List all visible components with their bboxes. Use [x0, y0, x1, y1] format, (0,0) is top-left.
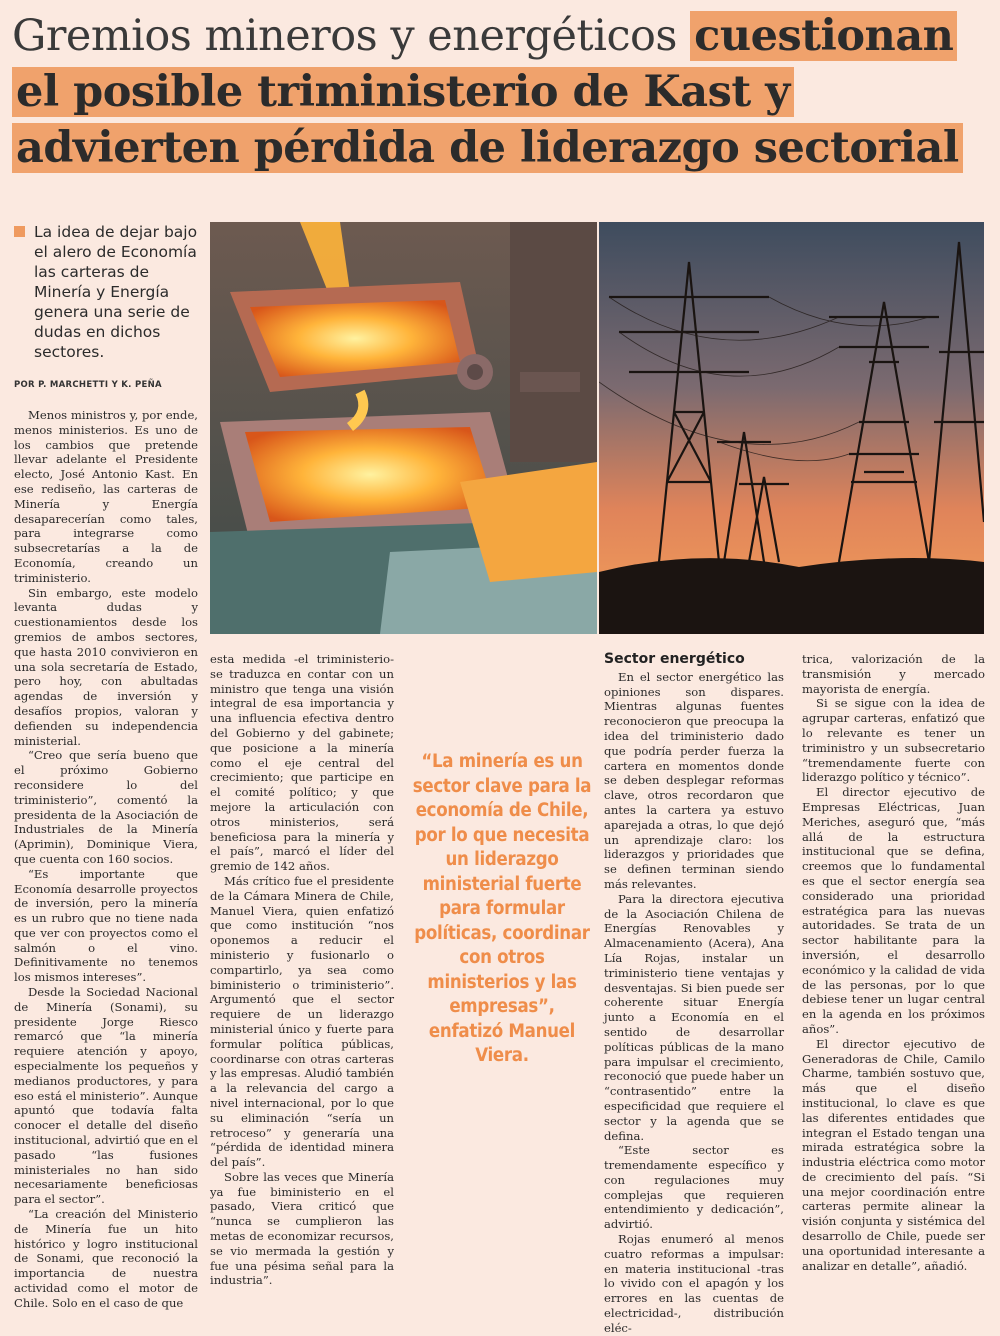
lead-text: La idea de dejar bajo el alero de Economía las carteras de Minería y Energía genera una serie de dudas en dichos sectores. [34, 223, 198, 361]
byline: POR P. MARCHETTI Y K. PEÑA [14, 380, 162, 390]
section-heading: Sector energético [604, 651, 745, 667]
power-lines-photo [599, 222, 984, 634]
headline-highlight-1: cuestionan [690, 11, 957, 61]
headline-line-2 [12, 64, 992, 120]
paragraph: Para la directora ejecutiva de la Asociación Chilena de Energías Renovables y Almacenamiento (Acera), Ana Lía Rojas, instalar un triministerio tiene ventajas y desventajas. Si bien puede ser coherente situar Energía junto a Economía en el sentido de desarrollar políticas públicas de la mano para impulsar el crecimiento, reconoció que puede haber un “contrasentido” entre la especificidad que requiere el sector y la agenda que se defina. [604, 891, 784, 1143]
mining-photo [210, 222, 597, 634]
article-column-1 [14, 408, 198, 1311]
headline-highlight-2: el posible triministerio de Kast y [12, 67, 794, 117]
bullet-square-icon [14, 226, 25, 237]
article-column-4 [802, 652, 985, 1273]
paragraph: esta medida -el triministerio- se traduzca en contar con un ministro que tenga una visión integral de esa importancia y una influencia efectiva dentro del Gobierno y del gabinete; que posicione a la minería como el eje central del crecimiento; que participe en el comité político; y que mejore la articulación con otros ministerios, será beneficiosa para la minería y el país”, marcó el líder del gremio de 142 años. [210, 652, 394, 874]
paragraph: Si se sigue con la idea de agrupar carteras, enfatizó que lo relevante es tener un triministro y un subsecretario “tremendamente fuerte con liderazgo político y técnico”. [802, 696, 985, 785]
paragraph: Rojas enumeró al menos cuatro reformas a impulsar: en materia institucional -tras lo vivido con el apagón y los errores en las cuentas de electricidad-, distribución eléc- [604, 1232, 784, 1335]
paragraph: Sobre las veces que Minería ya fue biministerio en el pasado, Viera criticó que “nunca se cumplieron las metas de economizar recursos, se vio mermada la gestión y fue una pésima señal para la industria”. [210, 1169, 394, 1288]
article-column-2 [210, 652, 394, 1288]
paragraph: Sin embargo, este modelo levanta dudas y cuestionamientos desde los gremios de ambos sectores, que hasta 2010 convivieron en una sola secretaría de Estado, pero hoy, con abultadas agendas de inversión y desafíos propios, valoran y defienden su independencia ministerial. [14, 585, 198, 748]
paragraph: En el sector energético las opiniones son dispares. Mientras algunas fuentes reconocieron que preocupa la idea del triministerio dado que podría perder fuerza la cartera en momentos donde se deben desplegar reformas clave, otros recordaron que antes la cartera ya estuvo aparejada a otras, lo que dejó un aprendizaje claro: los liderazgos y prioridades que se definen terminan siendo más relevantes. [604, 669, 784, 891]
paragraph: Más crítico fue el presidente de la Cámara Minera de Chile, Manuel Viera, quien enfatizó que como institución “nos oponemos a reducir el ministerio y fusionarlo o compartirlo, ya sea como biministerio o triministerio”. Argumentó que el sector requiere de un liderazgo ministerial único y fuerte para formular política públicas, coordinarse con otras carteras y las empresas. Aludió también a la relevancia del cargo a nivel internacional, por lo que su eliminación “sería un retroceso” y generaría una “pérdida de identidad minera del país”. [210, 873, 394, 1170]
headline-line-3 [12, 120, 992, 176]
pull-quote: “La minería es un sector clave para la economía de Chile, por lo que necesita un liderazgo ministerial fuerte para formular políticas, coordinar con otros ministerios y las empresas”, enfatizó Manuel Viera. [412, 751, 592, 1066]
lead-summary [14, 222, 204, 362]
headline [12, 8, 992, 176]
headline-plain-text: Gremios mineros y energéticos [12, 11, 677, 61]
paragraph: Desde la Sociedad Nacional de Minería (Sonami), su presidente Jorge Riesco remarcó que “la minería requiere atención y apoyo, especialmente los pequeños y medianos productores, y para eso está el ministerio”. Aunque apuntó que todavía falta conocer el detalle del diseño institucional, advirtió que en el pasado “las fusiones ministeriales no han sido necesariamente beneficiosas para el sector”. [14, 985, 198, 1207]
paragraph: El director ejecutivo de Generadoras de Chile, Camilo Charme, también sostuvo que, más que el diseño institucional, lo clave es que las diferentes entidades que integran el Estado tengan una mirada estratégica sobre la industria eléctrica como motor de crecimiento del país. “Si una mejor coordinación entre carteras permite alinear la visión conjunta y sistémica del desarrollo de Chile, puede ser una oportunidad interesante a analizar en detalle”, añadió. [802, 1036, 985, 1273]
paragraph: “Creo que sería bueno que el próximo Gobierno reconsidere lo del triministerio”, comentó la presidenta de la Asociación de Industriales de la Minería (Aprimin), Dominique Viera, que cuenta con 160 socios. [14, 748, 198, 866]
paragraph: “Este sector es tremendamente específico y con regulaciones muy complejas que requieren entendimiento y dedicación”, advirtió. [604, 1143, 784, 1232]
paragraph: Menos ministros y, por ende, menos ministerios. Es uno de los cambios que pretende llevar adelante el Presidente electo, José Antonio Kast. En ese rediseño, las carteras de Minería y Energía desaparecerían como tales, para integrarse como subsecretarías a la de Economía, creando un triministerio. [14, 408, 198, 585]
paragraph: trica, valorización de la transmisión y mercado mayorista de energía. [802, 652, 985, 696]
paragraph: “La creación del Ministerio de Minería fue un hito histórico y logro institucional de Sonami, que reconoció la importancia de nuestra actividad como el motor de Chile. Solo en el caso de que [14, 1207, 198, 1310]
article-column-3 [604, 652, 784, 1336]
paragraph: “Es importante que Economía desarrolle proyectos de inversión, pero la minería es un rubro que no tiene nada que ver con proyectos como el salmón o el vino. Definitivamente no tenemos los mismos intereses”. [14, 866, 198, 985]
paragraph: El director ejecutivo de Empresas Eléctricas, Juan Meriches, aseguró que, “más allá de la estructura institucional que se defina, creemos que lo fundamental es que el sector energía sea considerado una prioridad estratégica para las nuevas autoridades. Se trata de un sector habilitante para la inversión, el desarrollo económico y la calidad de vida de las personas, por lo que debiese tener un lugar central en la agenda en los próximos años”. [802, 785, 985, 1036]
headline-line-1 [12, 8, 992, 64]
headline-highlight-3: advierten pérdida de liderazgo sectorial [12, 123, 963, 173]
